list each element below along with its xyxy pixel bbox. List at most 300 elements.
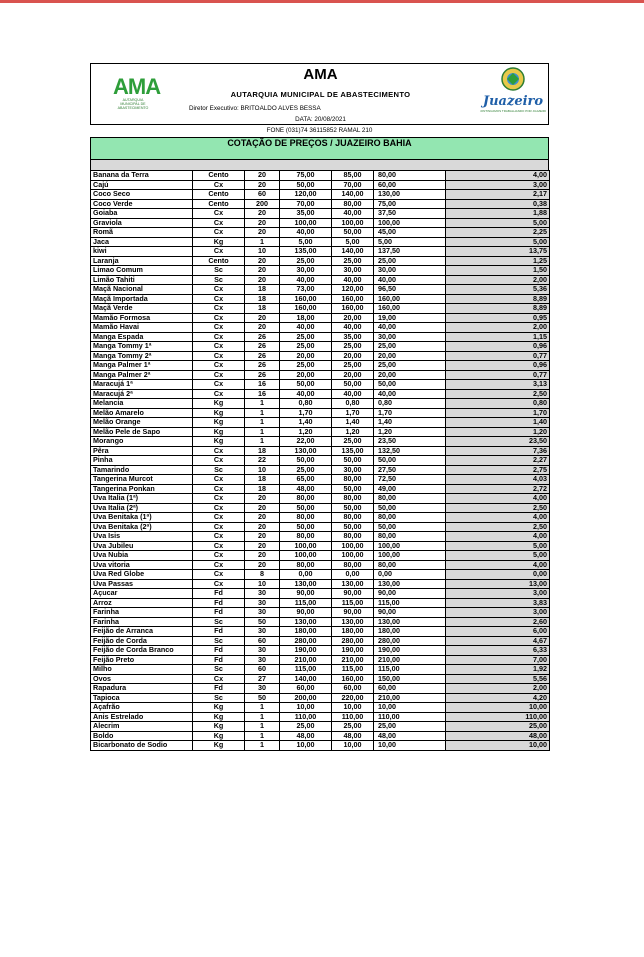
- product-name-cell: Coco Seco: [91, 190, 193, 200]
- price-min-cell: 50,00: [280, 456, 332, 466]
- unit-price-cell: 10,00: [446, 741, 550, 751]
- quantity-cell: 20: [245, 171, 280, 181]
- price-max-cell: 50,00: [332, 228, 374, 238]
- price-min-cell: 73,00: [280, 285, 332, 295]
- product-name-cell: Açucar: [91, 589, 193, 599]
- price-max-cell: 190,00: [332, 646, 374, 656]
- unit-price-cell: 4,00: [446, 560, 550, 570]
- table-row: [91, 171, 550, 181]
- product-name-cell: Maçã Nacional: [91, 285, 193, 295]
- price-max-cell: 0,00: [332, 570, 374, 580]
- price-min-cell: 50,00: [280, 180, 332, 190]
- price-min-cell: 60,00: [280, 684, 332, 694]
- unit-price-cell: 2,72: [446, 484, 550, 494]
- table-row: [91, 342, 550, 352]
- unit-cell: Kg: [193, 427, 245, 437]
- table-row: [91, 693, 550, 703]
- price-avg-cell: 5,00: [374, 237, 446, 247]
- quantity-cell: 1: [245, 741, 280, 751]
- unit-cell: Cx: [193, 503, 245, 513]
- table-row: [91, 655, 550, 665]
- unit-cell: Cx: [193, 551, 245, 561]
- table-row: [91, 551, 550, 561]
- price-max-cell: 20,00: [332, 370, 374, 380]
- price-avg-cell: 96,50: [374, 285, 446, 295]
- table-row: [91, 475, 550, 485]
- price-min-cell: 50,00: [280, 380, 332, 390]
- table-row: [91, 674, 550, 684]
- quantity-cell: 60: [245, 665, 280, 675]
- table-row: [91, 636, 550, 646]
- unit-price-cell: 2,50: [446, 389, 550, 399]
- table-row: [91, 380, 550, 390]
- quantity-cell: 20: [245, 551, 280, 561]
- price-min-cell: 30,00: [280, 266, 332, 276]
- unit-cell: Cx: [193, 218, 245, 228]
- quantity-cell: 18: [245, 475, 280, 485]
- unit-cell: Cx: [193, 484, 245, 494]
- unit-price-cell: 0,00: [446, 570, 550, 580]
- product-name-cell: Tapioca: [91, 693, 193, 703]
- product-name-cell: Uva Italia (2ª): [91, 503, 193, 513]
- product-name-cell: Bicarbonato de Sodio: [91, 741, 193, 751]
- unit-price-cell: 5,36: [446, 285, 550, 295]
- unit-cell: Sc: [193, 665, 245, 675]
- unit-price-cell: 110,00: [446, 712, 550, 722]
- quantity-cell: 1: [245, 437, 280, 447]
- quantity-cell: 200: [245, 199, 280, 209]
- product-name-cell: Farinha: [91, 608, 193, 618]
- product-name-cell: Uva Benitaka (2ª): [91, 522, 193, 532]
- unit-price-cell: 3,00: [446, 180, 550, 190]
- unit-price-cell: 2,60: [446, 617, 550, 627]
- price-avg-cell: 150,00: [374, 674, 446, 684]
- unit-cell: Cx: [193, 361, 245, 371]
- price-max-cell: 85,00: [332, 171, 374, 181]
- product-name-cell: Mamão Havai: [91, 323, 193, 333]
- price-max-cell: 50,00: [332, 380, 374, 390]
- table-row: [91, 513, 550, 523]
- quantity-cell: 20: [245, 313, 280, 323]
- unit-cell: Cx: [193, 294, 245, 304]
- product-name-cell: Feijão de Arranca: [91, 627, 193, 637]
- price-min-cell: 0,00: [280, 570, 332, 580]
- table-row: [91, 703, 550, 713]
- price-min-cell: 40,00: [280, 275, 332, 285]
- quantity-cell: 60: [245, 190, 280, 200]
- product-name-cell: Jaca: [91, 237, 193, 247]
- product-name-cell: Manga Tommy 1ª: [91, 342, 193, 352]
- table-row: [91, 722, 550, 732]
- unit-cell: Cx: [193, 570, 245, 580]
- unit-cell: Cx: [193, 304, 245, 314]
- unit-price-cell: 8,89: [446, 304, 550, 314]
- quantity-cell: 1: [245, 418, 280, 428]
- price-min-cell: 25,00: [280, 722, 332, 732]
- product-name-cell: Mamão Formosa: [91, 313, 193, 323]
- unit-price-cell: 4,67: [446, 636, 550, 646]
- quantity-cell: 8: [245, 570, 280, 580]
- unit-cell: Cento: [193, 190, 245, 200]
- quantity-cell: 1: [245, 703, 280, 713]
- unit-price-cell: 5,00: [446, 541, 550, 551]
- unit-price-cell: 1,88: [446, 209, 550, 219]
- price-min-cell: 25,00: [280, 361, 332, 371]
- quantity-cell: 30: [245, 627, 280, 637]
- price-min-cell: 180,00: [280, 627, 332, 637]
- product-name-cell: kiwi: [91, 247, 193, 257]
- unit-price-cell: 5,00: [446, 551, 550, 561]
- price-max-cell: 115,00: [332, 598, 374, 608]
- unit-cell: Sc: [193, 266, 245, 276]
- unit-cell: Cx: [193, 351, 245, 361]
- unit-price-cell: 2,17: [446, 190, 550, 200]
- table-row: [91, 247, 550, 257]
- price-max-cell: 160,00: [332, 674, 374, 684]
- price-avg-cell: 80,00: [374, 171, 446, 181]
- unit-cell: Kg: [193, 703, 245, 713]
- price-max-cell: 80,00: [332, 560, 374, 570]
- header-spacer-row: [90, 160, 549, 170]
- quantity-cell: 26: [245, 351, 280, 361]
- price-min-cell: 70,00: [280, 199, 332, 209]
- document-subtitle: AUTARQUIA MUNICIPAL DE ABASTECIMENTO: [230, 90, 411, 99]
- price-max-cell: 48,00: [332, 731, 374, 741]
- unit-cell: Cx: [193, 370, 245, 380]
- product-name-cell: Coco Verde: [91, 199, 193, 209]
- price-avg-cell: 25,00: [374, 342, 446, 352]
- quantity-cell: 1: [245, 712, 280, 722]
- quantity-cell: 26: [245, 370, 280, 380]
- unit-price-cell: 23,50: [446, 437, 550, 447]
- price-max-cell: 30,00: [332, 266, 374, 276]
- unit-cell: Fd: [193, 598, 245, 608]
- unit-cell: Cx: [193, 674, 245, 684]
- quantity-cell: 1: [245, 408, 280, 418]
- table-row: [91, 323, 550, 333]
- price-avg-cell: 132,50: [374, 446, 446, 456]
- price-min-cell: 210,00: [280, 655, 332, 665]
- product-name-cell: Ovos: [91, 674, 193, 684]
- price-sheet: [90, 63, 549, 751]
- table-row: [91, 256, 550, 266]
- price-max-cell: 40,00: [332, 389, 374, 399]
- product-name-cell: Uva vitoria: [91, 560, 193, 570]
- product-name-cell: Melancia: [91, 399, 193, 409]
- unit-cell: Kg: [193, 437, 245, 447]
- price-avg-cell: 80,00: [374, 513, 446, 523]
- unit-price-cell: 2,50: [446, 522, 550, 532]
- table-row: [91, 361, 550, 371]
- unit-cell: Kg: [193, 408, 245, 418]
- unit-cell: Fd: [193, 627, 245, 637]
- price-avg-cell: 20,00: [374, 351, 446, 361]
- price-min-cell: 110,00: [280, 712, 332, 722]
- price-avg-cell: 110,00: [374, 712, 446, 722]
- price-avg-cell: 130,00: [374, 190, 446, 200]
- quantity-cell: 18: [245, 446, 280, 456]
- table-row: [91, 427, 550, 437]
- price-avg-cell: 0,00: [374, 570, 446, 580]
- price-max-cell: 25,00: [332, 256, 374, 266]
- price-table-body: [91, 171, 550, 751]
- document-header: [90, 63, 549, 125]
- top-accent-bar: [0, 0, 644, 3]
- quantity-cell: 10: [245, 579, 280, 589]
- unit-cell: Fd: [193, 684, 245, 694]
- unit-price-cell: 6,00: [446, 627, 550, 637]
- price-min-cell: 22,00: [280, 437, 332, 447]
- price-avg-cell: 27,50: [374, 465, 446, 475]
- table-row: [91, 209, 550, 219]
- price-max-cell: 25,00: [332, 437, 374, 447]
- price-min-cell: 40,00: [280, 228, 332, 238]
- juazeiro-logo-text: Juazeiro: [482, 94, 544, 109]
- price-avg-cell: 40,00: [374, 323, 446, 333]
- unit-price-cell: 4,00: [446, 171, 550, 181]
- table-row: [91, 446, 550, 456]
- quantity-cell: 30: [245, 655, 280, 665]
- price-max-cell: 160,00: [332, 294, 374, 304]
- quantity-cell: 20: [245, 266, 280, 276]
- unit-cell: Kg: [193, 237, 245, 247]
- price-min-cell: 50,00: [280, 522, 332, 532]
- price-avg-cell: 10,00: [374, 741, 446, 751]
- unit-price-cell: 2,75: [446, 465, 550, 475]
- table-row: [91, 608, 550, 618]
- table-row: [91, 228, 550, 238]
- quantity-cell: 20: [245, 218, 280, 228]
- product-name-cell: Uva Italia (1ª): [91, 494, 193, 504]
- product-name-cell: Tamarindo: [91, 465, 193, 475]
- price-min-cell: 75,00: [280, 171, 332, 181]
- quantity-cell: 20: [245, 275, 280, 285]
- price-min-cell: 90,00: [280, 608, 332, 618]
- unit-price-cell: 5,56: [446, 674, 550, 684]
- price-min-cell: 130,00: [280, 617, 332, 627]
- product-name-cell: Uva Isis: [91, 532, 193, 542]
- price-avg-cell: 130,00: [374, 579, 446, 589]
- price-avg-cell: 25,00: [374, 722, 446, 732]
- table-row: [91, 294, 550, 304]
- price-max-cell: 1,40: [332, 418, 374, 428]
- quantity-cell: 20: [245, 228, 280, 238]
- product-name-cell: Melão Orange: [91, 418, 193, 428]
- table-row: [91, 712, 550, 722]
- price-avg-cell: 180,00: [374, 627, 446, 637]
- price-max-cell: 80,00: [332, 199, 374, 209]
- unit-cell: Fd: [193, 608, 245, 618]
- price-avg-cell: 190,00: [374, 646, 446, 656]
- table-row: [91, 503, 550, 513]
- price-max-cell: 35,00: [332, 332, 374, 342]
- price-max-cell: 50,00: [332, 522, 374, 532]
- price-avg-cell: 10,00: [374, 703, 446, 713]
- price-avg-cell: 80,00: [374, 532, 446, 542]
- unit-price-cell: 1,40: [446, 418, 550, 428]
- product-name-cell: Feijão de Corda: [91, 636, 193, 646]
- price-avg-cell: 210,00: [374, 693, 446, 703]
- price-max-cell: 50,00: [332, 484, 374, 494]
- quantity-cell: 18: [245, 304, 280, 314]
- product-name-cell: Rapadura: [91, 684, 193, 694]
- unit-price-cell: 0,77: [446, 370, 550, 380]
- price-avg-cell: 160,00: [374, 304, 446, 314]
- unit-cell: Fd: [193, 646, 245, 656]
- product-name-cell: Manga Palmer 1ª: [91, 361, 193, 371]
- table-row: [91, 199, 550, 209]
- unit-price-cell: 2,00: [446, 275, 550, 285]
- unit-price-cell: 3,00: [446, 608, 550, 618]
- price-max-cell: 5,00: [332, 237, 374, 247]
- quantity-cell: 1: [245, 427, 280, 437]
- product-name-cell: Manga Espada: [91, 332, 193, 342]
- price-avg-cell: 72,50: [374, 475, 446, 485]
- unit-price-cell: 5,00: [446, 218, 550, 228]
- product-name-cell: Anis Estrelado: [91, 712, 193, 722]
- quantity-cell: 30: [245, 608, 280, 618]
- unit-cell: Cx: [193, 446, 245, 456]
- product-name-cell: Maçã Importada: [91, 294, 193, 304]
- price-max-cell: 20,00: [332, 313, 374, 323]
- unit-cell: Cento: [193, 256, 245, 266]
- table-row: [91, 389, 550, 399]
- quantity-cell: 20: [245, 323, 280, 333]
- unit-price-cell: 4,00: [446, 532, 550, 542]
- price-avg-cell: 160,00: [374, 294, 446, 304]
- unit-cell: Kg: [193, 741, 245, 751]
- price-avg-cell: 115,00: [374, 665, 446, 675]
- product-name-cell: Uva Jubileu: [91, 541, 193, 551]
- unit-cell: Cx: [193, 342, 245, 352]
- price-max-cell: 40,00: [332, 323, 374, 333]
- quantity-cell: 10: [245, 465, 280, 475]
- product-name-cell: Morango: [91, 437, 193, 447]
- quantity-cell: 20: [245, 522, 280, 532]
- quantity-cell: 30: [245, 646, 280, 656]
- price-max-cell: 110,00: [332, 712, 374, 722]
- table-row: [91, 598, 550, 608]
- price-avg-cell: 1,70: [374, 408, 446, 418]
- table-row: [91, 285, 550, 295]
- juazeiro-emblem-icon: [480, 66, 546, 124]
- unit-cell: Cx: [193, 532, 245, 542]
- quantity-cell: 16: [245, 380, 280, 390]
- unit-cell: Cx: [193, 389, 245, 399]
- price-min-cell: 20,00: [280, 370, 332, 380]
- price-max-cell: 50,00: [332, 503, 374, 513]
- unit-price-cell: 25,00: [446, 722, 550, 732]
- quantity-cell: 27: [245, 674, 280, 684]
- table-row: [91, 532, 550, 542]
- ama-logo-mark: AMA: [113, 74, 161, 99]
- price-max-cell: 40,00: [332, 209, 374, 219]
- price-max-cell: 160,00: [332, 304, 374, 314]
- price-max-cell: 30,00: [332, 465, 374, 475]
- price-max-cell: 10,00: [332, 703, 374, 713]
- price-avg-cell: 80,00: [374, 494, 446, 504]
- table-row: [91, 332, 550, 342]
- table-row: [91, 560, 550, 570]
- product-name-cell: Maracujá 2ª: [91, 389, 193, 399]
- unit-price-cell: 7,00: [446, 655, 550, 665]
- unit-price-cell: 3,00: [446, 589, 550, 599]
- price-min-cell: 10,00: [280, 703, 332, 713]
- unit-price-cell: 0,96: [446, 342, 550, 352]
- price-min-cell: 50,00: [280, 503, 332, 513]
- price-max-cell: 100,00: [332, 218, 374, 228]
- table-row: [91, 190, 550, 200]
- price-min-cell: 65,00: [280, 475, 332, 485]
- table-row: [91, 522, 550, 532]
- unit-cell: Cento: [193, 171, 245, 181]
- price-min-cell: 80,00: [280, 494, 332, 504]
- unit-price-cell: 48,00: [446, 731, 550, 741]
- unit-cell: Cx: [193, 332, 245, 342]
- price-avg-cell: 90,00: [374, 608, 446, 618]
- unit-price-cell: 3,13: [446, 380, 550, 390]
- price-avg-cell: 280,00: [374, 636, 446, 646]
- product-name-cell: Graviola: [91, 218, 193, 228]
- table-row: [91, 437, 550, 447]
- price-max-cell: 1,20: [332, 427, 374, 437]
- table-row: [91, 684, 550, 694]
- price-min-cell: 140,00: [280, 674, 332, 684]
- price-avg-cell: 137,50: [374, 247, 446, 257]
- unit-cell: Sc: [193, 275, 245, 285]
- unit-cell: Kg: [193, 418, 245, 428]
- table-row: [91, 237, 550, 247]
- document-title: AMA: [303, 66, 338, 83]
- quantity-cell: 1: [245, 731, 280, 741]
- product-name-cell: Cajú: [91, 180, 193, 190]
- unit-price-cell: 13,00: [446, 579, 550, 589]
- table-row: [91, 484, 550, 494]
- table-row: [91, 589, 550, 599]
- table-row: [91, 456, 550, 466]
- table-row: [91, 266, 550, 276]
- quantity-cell: 30: [245, 598, 280, 608]
- price-min-cell: 80,00: [280, 532, 332, 542]
- product-name-cell: Melão Pele de Sapo: [91, 427, 193, 437]
- table-row: [91, 570, 550, 580]
- unit-cell: Cx: [193, 541, 245, 551]
- table-row: [91, 494, 550, 504]
- product-name-cell: Boldo: [91, 731, 193, 741]
- price-min-cell: 115,00: [280, 598, 332, 608]
- unit-cell: Sc: [193, 693, 245, 703]
- unit-price-cell: 2,00: [446, 684, 550, 694]
- unit-cell: Cx: [193, 247, 245, 257]
- price-max-cell: 100,00: [332, 551, 374, 561]
- table-row: [91, 304, 550, 314]
- quantity-cell: 50: [245, 693, 280, 703]
- price-avg-cell: 1,40: [374, 418, 446, 428]
- price-max-cell: 135,00: [332, 446, 374, 456]
- unit-price-cell: 1,25: [446, 256, 550, 266]
- product-name-cell: Laranja: [91, 256, 193, 266]
- quantity-cell: 10: [245, 247, 280, 257]
- unit-cell: Cx: [193, 209, 245, 219]
- price-min-cell: 160,00: [280, 294, 332, 304]
- product-name-cell: Limao Comum: [91, 266, 193, 276]
- table-row: [91, 399, 550, 409]
- unit-price-cell: 1,20: [446, 427, 550, 437]
- unit-cell: Kg: [193, 722, 245, 732]
- price-max-cell: 60,00: [332, 684, 374, 694]
- price-avg-cell: 50,00: [374, 503, 446, 513]
- price-min-cell: 100,00: [280, 551, 332, 561]
